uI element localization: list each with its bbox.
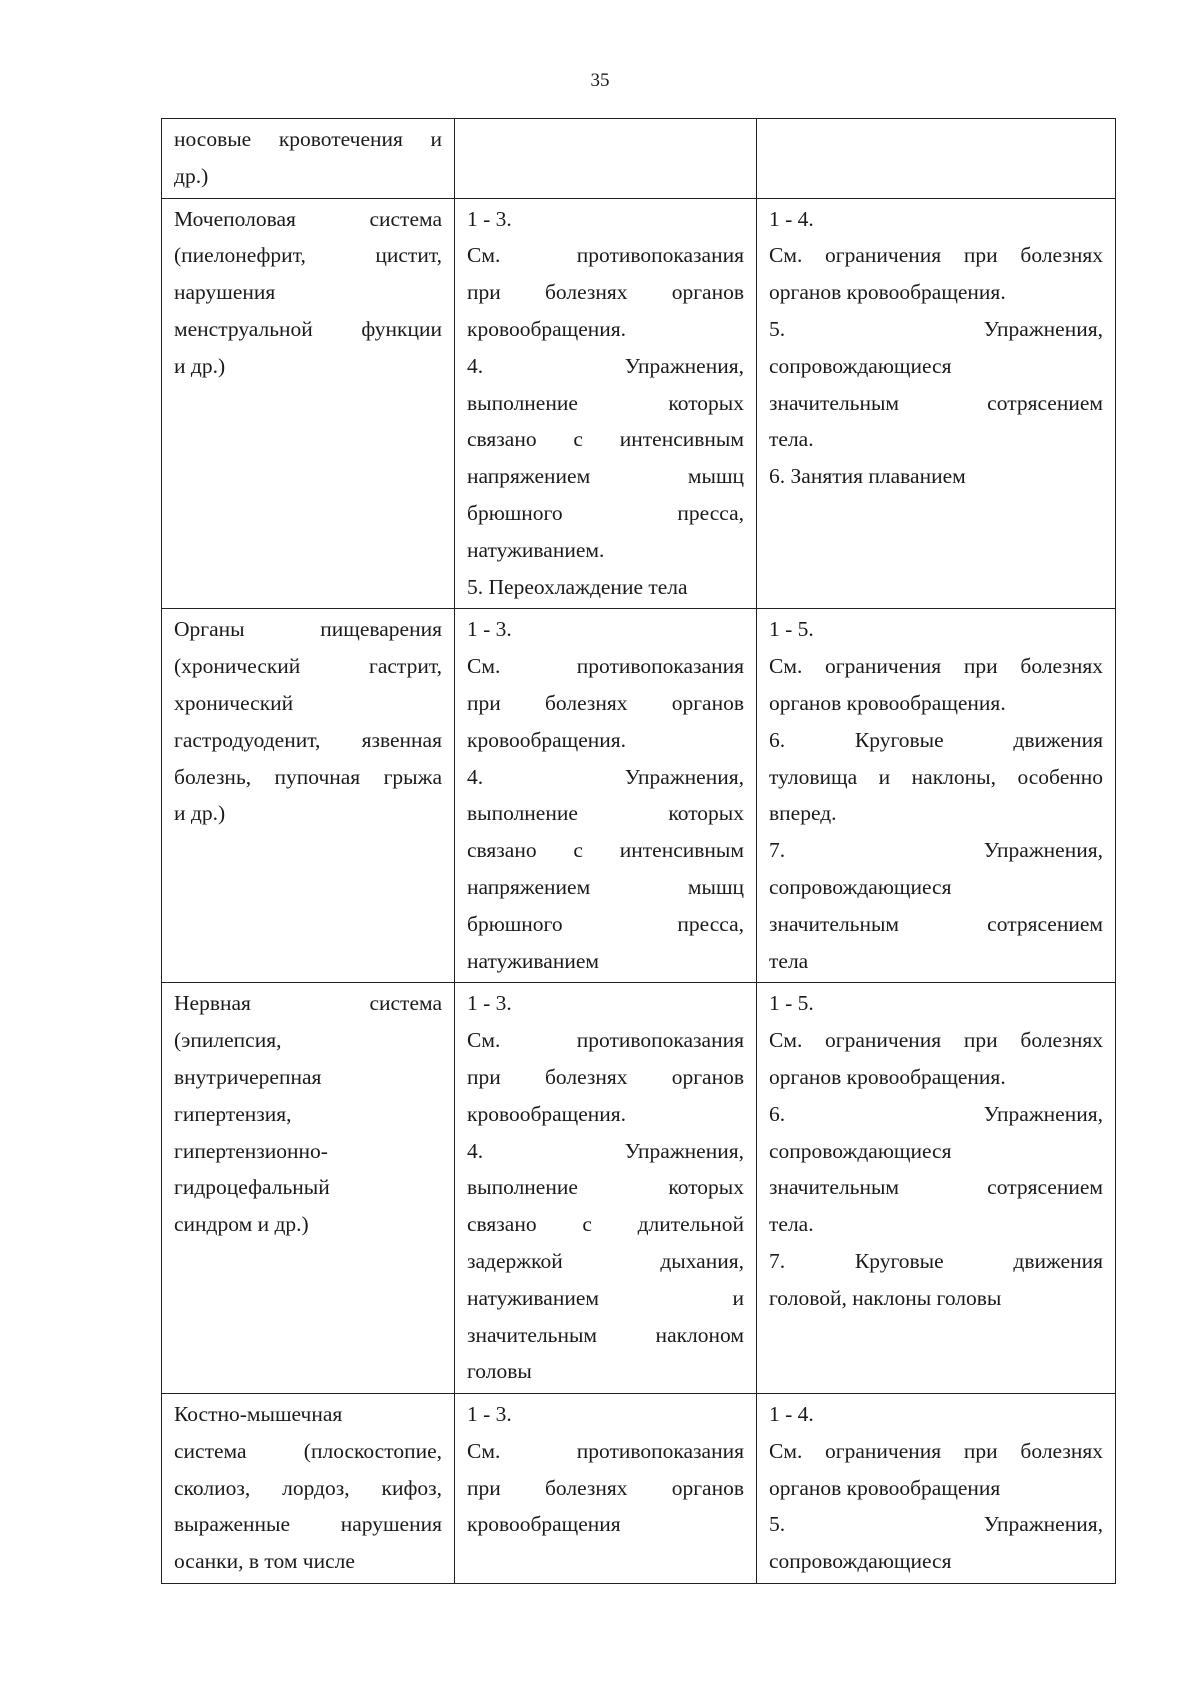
cell-text-line: См. противопоказания xyxy=(467,243,744,268)
condition-cell xyxy=(162,119,455,199)
cell-text-line: 7. Упражнения, xyxy=(769,838,1103,863)
cell-text-line: сопровождающиеся xyxy=(769,1549,952,1574)
cell-text-line: натуживанием и xyxy=(467,1285,744,1310)
table-row xyxy=(162,609,1116,983)
cell-text-line: тела xyxy=(769,948,809,973)
cell-text-line: сопровождающиеся xyxy=(769,353,952,378)
cell-text-line: 6. Занятия плаванием xyxy=(769,464,966,489)
cell-text-line: См. противопоказания xyxy=(467,654,744,679)
cell-text-line: болезнь, пупочная грыжа xyxy=(174,764,442,789)
cell-text-line: значительным сотрясением xyxy=(769,390,1103,415)
condition-cell xyxy=(162,198,455,609)
condition-cell xyxy=(162,1394,455,1584)
cell-text-line: внутричерепная xyxy=(174,1064,322,1089)
cell-text-line: туловища и наклоны, особенно xyxy=(769,764,1103,789)
restrictions-cell xyxy=(757,198,1116,609)
cell-text-line: тела. xyxy=(769,427,814,452)
cell-text-line: связано с интенсивным xyxy=(467,838,744,863)
cell-text-line: кровообращения. xyxy=(467,1101,627,1126)
cell-text-line: выполнение которых xyxy=(467,801,744,826)
contraindications-cell xyxy=(455,119,757,199)
cell-text-line: вперед. xyxy=(769,801,837,826)
cell-text-line: См. ограничения при болезнях xyxy=(769,1438,1103,1463)
cell-text-line: 4. Упражнения, xyxy=(467,1138,744,1163)
page-number: 35 xyxy=(590,70,610,91)
cell-text-line: 1 - 5. xyxy=(769,617,814,642)
cell-text-line: нарушения xyxy=(174,280,276,305)
cell-text-line: гастродуоденит, язвенная xyxy=(174,727,442,752)
contraindications-cell xyxy=(455,983,757,1394)
cell-text-line: гипертензия, xyxy=(174,1101,292,1126)
cell-text-line: головы xyxy=(467,1359,532,1384)
cell-text-line: напряжением мышц xyxy=(467,874,744,899)
cell-text-line: и др.) xyxy=(174,801,226,826)
cell-text-line: См. ограничения при болезнях xyxy=(769,243,1103,268)
cell-text-line: 1 - 3. xyxy=(467,617,512,642)
cell-text-line: связано с интенсивным xyxy=(467,427,744,452)
cell-text-line: головой, наклоны головы xyxy=(769,1285,1002,1310)
cell-text-line: синдром и др.) xyxy=(174,1212,309,1237)
cell-text-line: Нервная система xyxy=(174,991,442,1016)
cell-text-line: См. противопоказания xyxy=(467,1438,744,1463)
cell-text-line: 1 - 3. xyxy=(467,206,512,231)
cell-text-line: кровообращения. xyxy=(467,316,627,341)
cell-text-line: натуживанием xyxy=(467,948,600,973)
restrictions-table xyxy=(161,118,1116,1584)
table-row xyxy=(162,1394,1116,1584)
cell-text-line: при болезнях органов xyxy=(467,1064,744,1089)
cell-text-line: 6. Упражнения, xyxy=(769,1101,1103,1126)
cell-text-line: задержкой дыхания, xyxy=(467,1248,744,1273)
cell-text-line: значительным наклоном xyxy=(467,1322,744,1347)
cell-text-line: при болезнях органов xyxy=(467,690,744,715)
cell-text-line: натуживанием. xyxy=(467,537,605,562)
cell-text-line: органов кровообращения. xyxy=(769,690,1006,715)
cell-text-line: 6. Круговые движения xyxy=(769,727,1103,752)
cell-text-line: органов кровообращения xyxy=(769,1475,1001,1500)
cell-text-line: и др.) xyxy=(174,353,226,378)
cell-text-line: гипертензионно- xyxy=(174,1138,328,1163)
table-row xyxy=(162,119,1116,199)
cell-text-line: носовые кровотечения и xyxy=(174,127,442,151)
restrictions-cell xyxy=(757,119,1116,199)
cell-text-line: 5. Упражнения, xyxy=(769,316,1103,341)
restrictions-cell xyxy=(757,983,1116,1394)
cell-text-line: 5. Переохлаждение тела xyxy=(467,574,688,599)
cell-text-line: кровообращения. xyxy=(467,727,627,752)
cell-text-line: при болезнях органов xyxy=(467,1475,744,1500)
cell-text-line: сопровождающиеся xyxy=(769,1138,952,1163)
table-row xyxy=(162,198,1116,609)
cell-text-line: тела. xyxy=(769,1212,814,1237)
contraindications-cell xyxy=(455,609,757,983)
cell-text-line: гидроцефальный xyxy=(174,1175,330,1200)
cell-text-line: (пиелонефрит, цистит, xyxy=(174,243,442,268)
cell-text-line: 4. Упражнения, xyxy=(467,353,744,378)
cell-text-line: 7. Круговые движения xyxy=(769,1248,1103,1273)
cell-text-line: органов кровообращения. xyxy=(769,1064,1006,1089)
cell-text-line: См. противопоказания xyxy=(467,1028,744,1053)
cell-text-line: 1 - 4. xyxy=(769,1402,814,1427)
cell-text-line: система (плоскостопие, xyxy=(174,1438,442,1463)
cell-text-line: сколиоз, лордоз, кифоз, xyxy=(174,1475,442,1500)
cell-text-line: (хронический гастрит, xyxy=(174,654,442,679)
cell-text-line: брюшного пресса, xyxy=(467,911,744,936)
cell-text-line: (эпилепсия, xyxy=(174,1028,282,1053)
cell-text-line: менструальной функции xyxy=(174,316,442,341)
cell-text-line: брюшного пресса, xyxy=(467,500,744,525)
cell-text-line: связано с длительной xyxy=(467,1212,744,1237)
cell-text-line: напряжением мышц xyxy=(467,464,744,489)
restrictions-cell xyxy=(757,1394,1116,1584)
cell-text-line: при болезнях органов xyxy=(467,280,744,305)
cell-text-line: хронический xyxy=(174,690,294,715)
cell-text-line: выполнение которых xyxy=(467,390,744,415)
cell-text-line: Мочеполовая система xyxy=(174,206,442,231)
cell-text-line: органов кровообращения. xyxy=(769,280,1006,305)
cell-text-line: выраженные нарушения xyxy=(174,1512,442,1537)
cell-text-line: 1 - 5. xyxy=(769,991,814,1016)
cell-text-line: сопровождающиеся xyxy=(769,874,952,899)
condition-cell xyxy=(162,609,455,983)
cell-text-line: др.) xyxy=(174,163,209,188)
cell-text-line: Органы пищеварения xyxy=(174,617,442,642)
contraindications-cell xyxy=(455,1394,757,1584)
cell-text-line: См. ограничения при болезнях xyxy=(769,1028,1103,1053)
cell-text-line: 1 - 3. xyxy=(467,1402,512,1427)
cell-text-line: 5. Упражнения, xyxy=(769,1512,1103,1537)
cell-text-line: 1 - 4. xyxy=(769,206,814,231)
cell-text-line: Костно-мышечная xyxy=(174,1402,343,1427)
cell-text-line: 4. Упражнения, xyxy=(467,764,744,789)
table-row xyxy=(162,983,1116,1394)
contraindications-cell xyxy=(455,198,757,609)
cell-text-line: выполнение которых xyxy=(467,1175,744,1200)
cell-text-line: 1 - 3. xyxy=(467,991,512,1016)
cell-text-line: кровообращения xyxy=(467,1512,621,1537)
condition-cell xyxy=(162,983,455,1394)
cell-text-line: См. ограничения при болезнях xyxy=(769,654,1103,679)
cell-text-line: значительным сотрясением xyxy=(769,911,1103,936)
cell-text-line: значительным сотрясением xyxy=(769,1175,1103,1200)
restrictions-cell xyxy=(757,609,1116,983)
cell-text-line: осанки, в том числе xyxy=(174,1549,355,1574)
